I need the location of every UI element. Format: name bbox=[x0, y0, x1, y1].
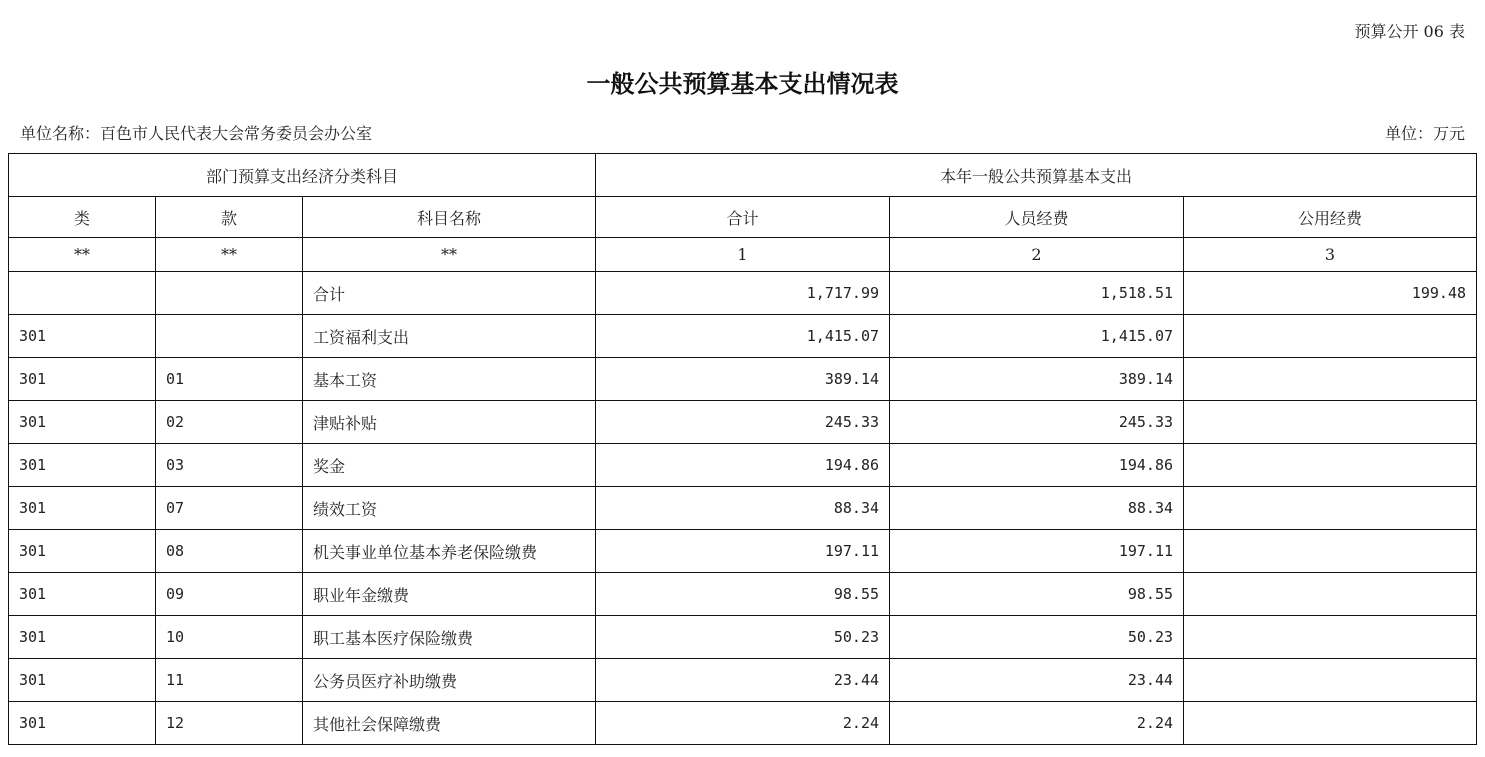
cell-lei: 301 bbox=[9, 444, 156, 487]
column-header-total: 合计 bbox=[596, 197, 890, 238]
cell-public bbox=[1184, 573, 1477, 616]
unit-measure: 单位：万元 bbox=[1384, 124, 1465, 143]
cell-public bbox=[1184, 659, 1477, 702]
column-header-name: 科目名称 bbox=[303, 197, 596, 238]
cell-name: 公务员医疗补助缴费 bbox=[303, 659, 596, 702]
group-header-right: 本年一般公共预算基本支出 bbox=[596, 154, 1477, 197]
group-header-row bbox=[9, 154, 1477, 197]
cell-lei bbox=[9, 272, 156, 315]
cell-total: 1,415.07 bbox=[596, 315, 890, 358]
cell-personnel: 194.86 bbox=[890, 444, 1184, 487]
column-code: ** bbox=[303, 238, 596, 272]
cell-name: 基本工资 bbox=[303, 358, 596, 401]
cell-personnel: 98.55 bbox=[890, 573, 1184, 616]
cell-kuan: 08 bbox=[156, 530, 303, 573]
cell-lei: 301 bbox=[9, 616, 156, 659]
table-row bbox=[9, 315, 1477, 358]
cell-total: 50.23 bbox=[596, 616, 890, 659]
cell-public bbox=[1184, 530, 1477, 573]
column-code: 1 bbox=[596, 238, 890, 272]
cell-kuan: 03 bbox=[156, 444, 303, 487]
cell-total: 1,717.99 bbox=[596, 272, 890, 315]
cell-name: 职工基本医疗保险缴费 bbox=[303, 616, 596, 659]
group-header-left: 部门预算支出经济分类科目 bbox=[9, 154, 596, 197]
cell-personnel: 197.11 bbox=[890, 530, 1184, 573]
cell-kuan: 10 bbox=[156, 616, 303, 659]
cell-kuan bbox=[156, 315, 303, 358]
cell-public bbox=[1184, 315, 1477, 358]
cell-public bbox=[1184, 487, 1477, 530]
cell-kuan: 02 bbox=[156, 401, 303, 444]
table-row bbox=[9, 702, 1477, 745]
column-header-lei: 类 bbox=[9, 197, 156, 238]
cell-total: 194.86 bbox=[596, 444, 890, 487]
cell-public: 199.48 bbox=[1184, 272, 1477, 315]
cell-name: 职业年金缴费 bbox=[303, 573, 596, 616]
cell-lei: 301 bbox=[9, 401, 156, 444]
table-row bbox=[9, 444, 1477, 487]
cell-name: 机关事业单位基本养老保险缴费 bbox=[303, 530, 596, 573]
cell-total: 197.11 bbox=[596, 530, 890, 573]
cell-total: 88.34 bbox=[596, 487, 890, 530]
cell-personnel: 50.23 bbox=[890, 616, 1184, 659]
table-row bbox=[9, 401, 1477, 444]
cell-kuan bbox=[156, 272, 303, 315]
cell-personnel: 88.34 bbox=[890, 487, 1184, 530]
page-title: 一般公共预算基本支出情况表 bbox=[586, 69, 899, 98]
cell-lei: 301 bbox=[9, 530, 156, 573]
cell-name: 绩效工资 bbox=[303, 487, 596, 530]
cell-total: 98.55 bbox=[596, 573, 890, 616]
cell-personnel: 1,415.07 bbox=[890, 315, 1184, 358]
cell-personnel: 2.24 bbox=[890, 702, 1184, 745]
cell-lei: 301 bbox=[9, 659, 156, 702]
cell-lei: 301 bbox=[9, 573, 156, 616]
table-row bbox=[9, 358, 1477, 401]
cell-kuan: 12 bbox=[156, 702, 303, 745]
cell-lei: 301 bbox=[9, 315, 156, 358]
column-header-kuan: 款 bbox=[156, 197, 303, 238]
table-row bbox=[9, 530, 1477, 573]
cell-name: 其他社会保障缴费 bbox=[303, 702, 596, 745]
table-row bbox=[9, 573, 1477, 616]
column-code: ** bbox=[156, 238, 303, 272]
column-header-personnel: 人员经费 bbox=[890, 197, 1184, 238]
column-code: ** bbox=[9, 238, 156, 272]
cell-public bbox=[1184, 616, 1477, 659]
column-code-row bbox=[9, 238, 1477, 272]
cell-lei: 301 bbox=[9, 702, 156, 745]
table-row bbox=[9, 616, 1477, 659]
column-code: 2 bbox=[890, 238, 1184, 272]
cell-personnel: 1,518.51 bbox=[890, 272, 1184, 315]
table-row bbox=[9, 272, 1477, 315]
cell-public bbox=[1184, 358, 1477, 401]
cell-name: 津贴补贴 bbox=[303, 401, 596, 444]
cell-total: 23.44 bbox=[596, 659, 890, 702]
cell-personnel: 23.44 bbox=[890, 659, 1184, 702]
cell-total: 389.14 bbox=[596, 358, 890, 401]
cell-name: 工资福利支出 bbox=[303, 315, 596, 358]
budget-table bbox=[8, 153, 1477, 745]
cell-total: 2.24 bbox=[596, 702, 890, 745]
cell-kuan: 11 bbox=[156, 659, 303, 702]
cell-lei: 301 bbox=[9, 487, 156, 530]
cell-name: 奖金 bbox=[303, 444, 596, 487]
table-row bbox=[9, 487, 1477, 530]
column-code: 3 bbox=[1184, 238, 1477, 272]
cell-lei: 301 bbox=[9, 358, 156, 401]
cell-personnel: 389.14 bbox=[890, 358, 1184, 401]
column-header-row bbox=[9, 197, 1477, 238]
cell-public bbox=[1184, 401, 1477, 444]
cell-personnel: 245.33 bbox=[890, 401, 1184, 444]
unit-name: 单位名称：百色市人民代表大会常务委员会办公室 bbox=[20, 124, 373, 143]
cell-total: 245.33 bbox=[596, 401, 890, 444]
cell-kuan: 09 bbox=[156, 573, 303, 616]
cell-name: 合计 bbox=[303, 272, 596, 315]
cell-kuan: 07 bbox=[156, 487, 303, 530]
column-header-public: 公用经费 bbox=[1184, 197, 1477, 238]
table-row bbox=[9, 659, 1477, 702]
form-code: 预算公开 06 表 bbox=[1354, 22, 1465, 41]
budget-table-body bbox=[9, 154, 1477, 745]
cell-kuan: 01 bbox=[156, 358, 303, 401]
cell-public bbox=[1184, 702, 1477, 745]
cell-public bbox=[1184, 444, 1477, 487]
